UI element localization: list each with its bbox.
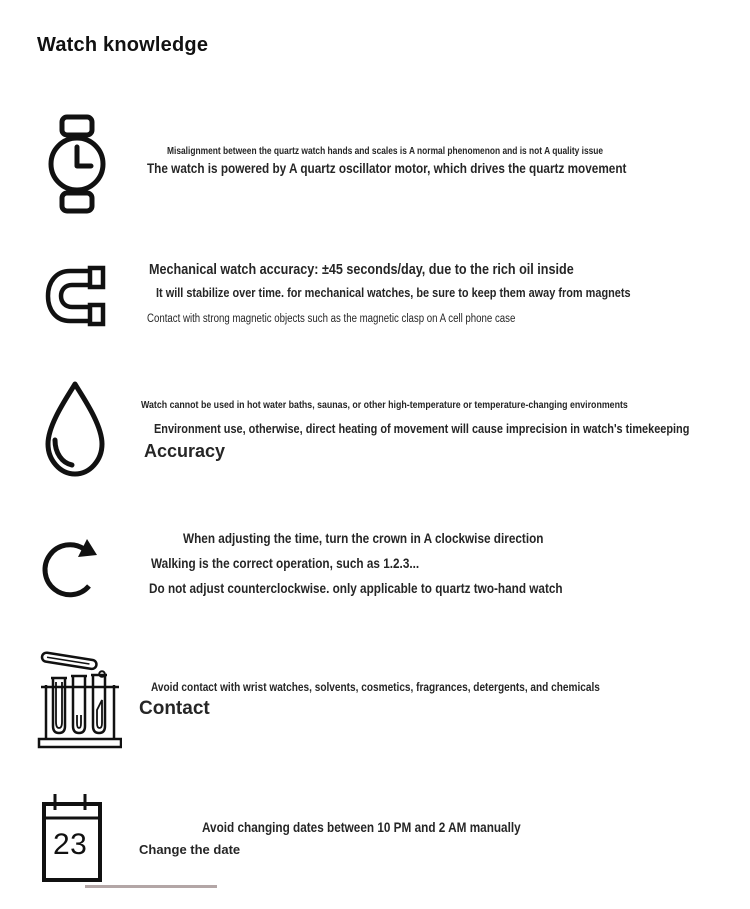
calendar-icon	[40, 792, 104, 884]
temperature-environment-line: Environment use, otherwise, direct heating of movement will cause imprecision in watch's timekeeping	[154, 421, 690, 436]
test-tubes-icon	[36, 645, 122, 751]
crown-counterclockwise-line: Do not adjust counterclockwise. only applicable to quartz two-hand watch	[149, 580, 563, 596]
bottom-strip	[85, 885, 217, 888]
temperature-note-line: Watch cannot be used in hot water baths, saunas, or other high-temperature or temperature-changing environments	[141, 399, 628, 411]
page-title: Watch knowledge	[37, 34, 209, 56]
change-date-label: Change the date	[139, 842, 241, 857]
magnet-icon	[40, 261, 110, 331]
calendar-day-number: 23	[53, 828, 88, 861]
magnet-stabilize-line: It will stabilize over time. for mechanical watches, be sure to keep them away from magnets	[156, 285, 631, 300]
magnet-contact-line: Contact with strong magnetic objects such as the magnetic clasp on A cell phone case	[147, 313, 516, 325]
crown-walking-line: Walking is the correct operation, such as 1.2.3...	[151, 555, 420, 571]
contact-label: Contact	[139, 698, 210, 719]
quartz-main-line: The watch is powered by A quartz oscillator motor, which drives the quartz movement	[147, 160, 627, 176]
crown-clockwise-line: When adjusting the time, turn the crown in A clockwise direction	[183, 530, 544, 546]
water-drop-icon	[38, 378, 112, 482]
wrist-watch-icon	[45, 114, 109, 214]
date-avoid-line: Avoid changing dates between 10 PM and 2 AM manually	[202, 819, 521, 835]
magnet-accuracy-line: Mechanical watch accuracy: ±45 seconds/day, due to the rich oil inside	[149, 261, 574, 278]
clockwise-arrow-icon	[40, 524, 106, 610]
chemical-avoid-line: Avoid contact with wrist watches, solvents, cosmetics, fragrances, detergents, and chemicals	[151, 680, 600, 694]
quartz-note-line: Misalignment between the quartz watch hands and scales is A normal phenomenon and is not A quality issue	[167, 146, 604, 157]
accuracy-label: Accuracy	[144, 441, 226, 461]
